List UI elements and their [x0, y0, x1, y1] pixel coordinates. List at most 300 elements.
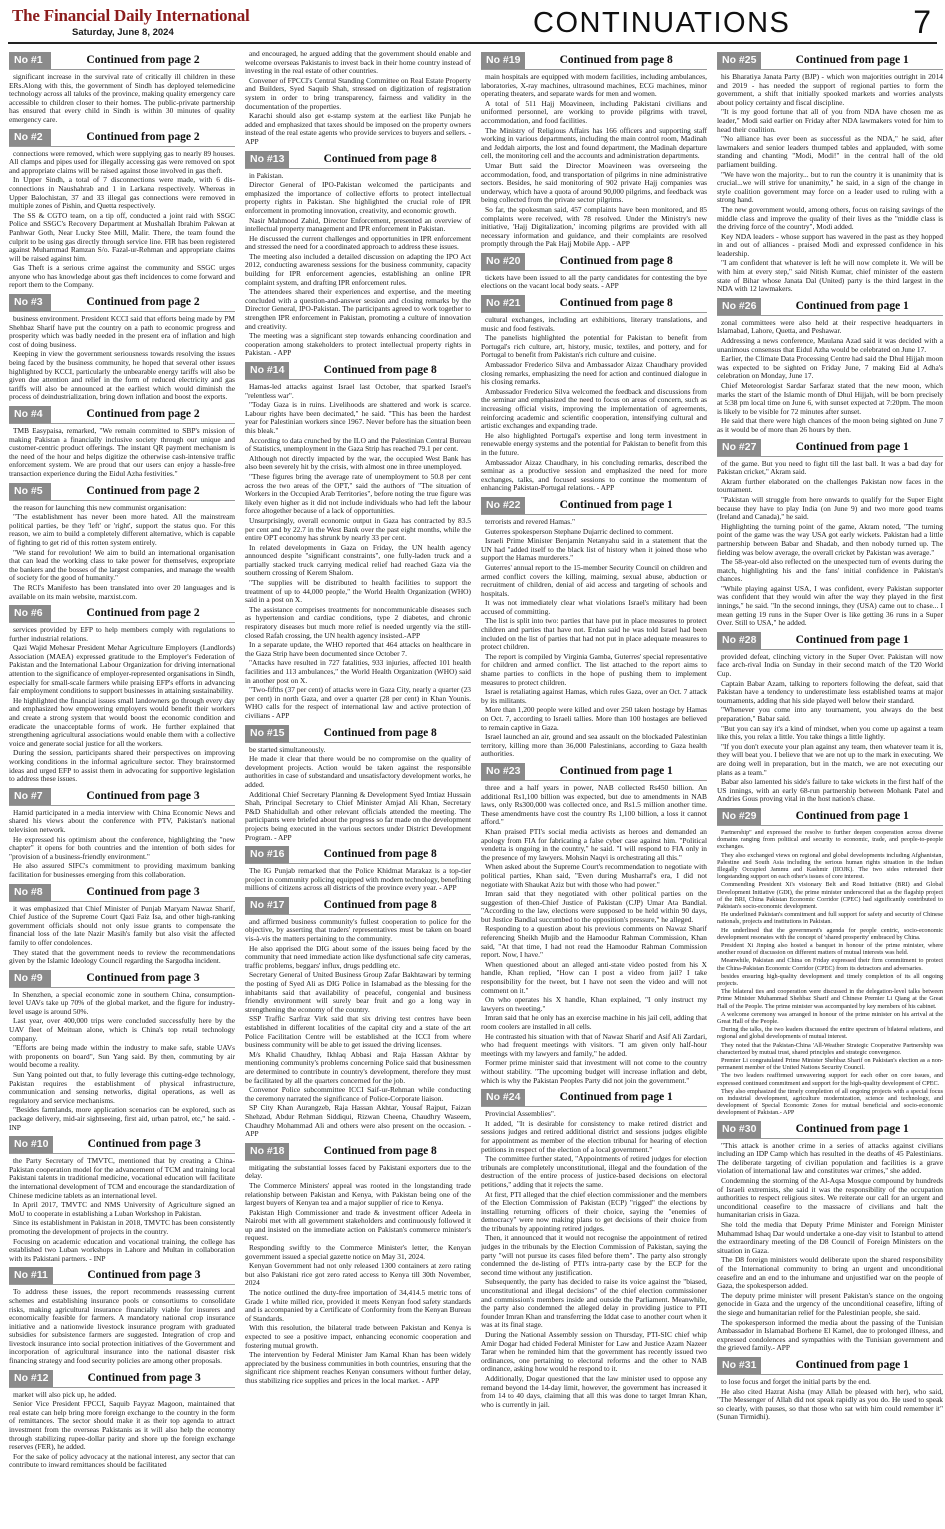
story-paragraph: During the National Assembly session on Thursday, PTI-SIC chief whip Amir Dogar had chided Federal Minister for Law and Justice Azam Nazeer Tarar when he reminded him that the government has recently issued two ordinances, one pertaining to electoral reforms and the other to NAB ordinance, asking how would he respond to it. [481, 1330, 707, 1374]
continued-from-label: Continued from page 2 [86, 296, 200, 309]
story-number-tag: No #26 [717, 298, 761, 315]
story-number-tag: No #16 [245, 846, 289, 863]
continuation-story [717, 808, 943, 1117]
story-body [717, 653, 943, 804]
story-body [9, 315, 235, 402]
story-paragraph: Key NDA leaders - whose support has wavered in the past as they hopped in and out of alliances - praised Modi and expressed confidence in his leadership. [717, 231, 943, 258]
story-number-tag: No #22 [481, 497, 525, 514]
continued-from-label: Continued from page 2 [86, 484, 200, 497]
story-paragraph: The attendees shared their experiences and expertise, and the meeting concluded with a question-and-answer session and closing remarks by the Director General, IPO-Pakistan. The participants agreed to work together to strengthen IPR enforcement in Pakistan, promoting a culture of innovation and creativity. [245, 287, 471, 331]
continuation-story [9, 605, 235, 784]
continued-from-label: Continued from page 8 [323, 364, 437, 376]
continued-from-label: Continued from page 8 [323, 152, 437, 165]
story-number-tag: No #15 [245, 725, 289, 742]
page-number: 7 [913, 4, 931, 40]
issue-date: Saturday, June 8, 2024 [72, 27, 174, 38]
story-body [9, 150, 235, 291]
story-paragraph: Responding swiftly to the Commerce Minister's letter, the Kenyan government issued a special gazette notice on May 31, 2024. [245, 1243, 471, 1261]
story-header [9, 52, 235, 70]
story-paragraph: Earlier, the Climate Data Processing Centre had said the Dhul Hijjah moon was expected to be sighted on Friday June, 7 making Eid al Adha's celebration on Monday, June 17. [717, 354, 943, 381]
story-body [9, 1391, 235, 1470]
story-header [717, 298, 943, 316]
continuation-story [9, 294, 235, 402]
story-paragraph: Nasir Mahmood Zahid, Director Enforcement, presented an overview of intellectual property management and IPR enforcement in Pakistan. [245, 215, 471, 234]
continued-from-label: Continued from page 8 [559, 254, 673, 267]
story-number-tag: No #7 [9, 788, 51, 805]
story-paragraph: He expressed his optimism about the conference, highlighting the "new chapter" it opens for both countries and the intention of both sides for "provision of a business-friendly environment." [9, 834, 235, 861]
story-paragraph: services provided by EFP to help members comply with regulations to further industrial relations. [9, 625, 235, 643]
story-paragraph: Partnership" and expressed the resolve to further deepen cooperation across diverse domains ranging from political and security to economic, trade, and people-to-people exchanges. [717, 828, 943, 851]
story-paragraph: Ambassador Frederico Silva and Ambassador Aizaz Chaudhary provided closing remarks, emphasizing the need for action and continued dialogue in his closing remarks. [481, 360, 707, 387]
continuation-story [9, 788, 235, 880]
story-paragraph: Umar Butt said the Director Moavineen was overseeing the accommodation, food, and transportation of pilgrims in nine administrative sectors. Besides, he said monitoring of 902 private Hajj companies was underway, which have a quota of around 90,000 pilgrims, and feedback was being collected from the private sector pilgrims. [481, 160, 707, 205]
story-paragraph: During the talks, the two leaders discussed the entire spectrum of bilateral relations, and regional and global developments of mutual interest. [717, 1026, 943, 1041]
story-paragraph: He discussed the current challenges and opportunities in IPR enforcement and stressed the need for a coordinated approach to address these issues. [245, 233, 471, 252]
story-paragraph: Secretary General of United Business Group Zafar Bakhtawari by terming the posting of Syed Ali as DIG Police in Islamabad as the blessing for the inhabitants said that availability of peaceful, congenial and business friendly environment will surely bear fruit and go a long way in strengthening the economy of the country. [245, 970, 471, 1014]
story-paragraph: "I am confident that whatever is left he will now complete it. We will be with him at every step," said Nitish Kumar, chief minister of the eastern state of Bihar whose Janata Dal (United) party is the third largest in the NDA with 12 lawmakers. [717, 258, 943, 294]
story-body [9, 626, 235, 784]
story-header [245, 725, 471, 743]
story-number-tag: No #9 [9, 970, 51, 987]
story-header [481, 253, 707, 271]
story-paragraph: Hamas-led attacks against Israel last October, that sparked Israel's "relentless war". [245, 382, 471, 400]
story-paragraph: Israel is retaliating against Hamas, which rules Gaza, over an Oct. 7 attack by its militants. [481, 687, 707, 705]
story-body [481, 1110, 707, 1409]
continuation-story [9, 52, 235, 125]
continued-from-label: Continued from page 8 [559, 54, 673, 66]
story-paragraph: Israel launched an air, ground and sea assault on the blockaded Palestinian territory, killing more than 36,000 Palestinians, according to Gaza health authorities. [481, 732, 707, 759]
story-paragraph: He also cited Hazrat Aisha (may Allah be pleased with her), who said, "The Messenger of Allah did not speak rapidly as you do. He used to speak so clearly, with pauses, so that those who sat with him could remember it" (Sunan Tirmidhi). [717, 1386, 943, 1422]
story-paragraph: Khan praised PTI's social media activists as heroes and demanded an apology from FIA for fabricating a false cyber case against him. "Political vendetta is ongoing in the country," he said. "I will respond to FIA only in the presence of my lawyers. Mohsin Naqvi is orchestrating all this." [481, 826, 707, 862]
story-paragraph: For the sake of policy advocacy at the national interest, any sector that can contribute to inward remittances should be facilitated [9, 1451, 235, 1470]
story-number-tag: No #28 [717, 632, 761, 649]
story-number-tag: No #1 [9, 52, 51, 69]
continuation-story [9, 483, 235, 602]
story-paragraph: Babar also lamented his side's failure to take wickets in the first half of the US innings, with an early 68-run partnership between Mohank Patel and Andries Gous proving vital in the host nation's chase. [717, 777, 943, 804]
continued-from-label: Continued from page 8 [323, 848, 437, 861]
story-paragraph: Qazi Wajid Mehesar President Mehar Agriculture Employers (Landlords) Association (MAEA) expressed gratitude to the Employer's Federation of Pakistan and the International Labour Organization for driving international attention to the significance of employer-represented organisations in Sindh, especially for small-scale farmers while praising EFP's efforts in advancing fair employment conditions to support businesses in attaining sustainability. [9, 643, 235, 696]
continued-from-label: Continued from page 3 [86, 971, 200, 984]
story-paragraph: Senior Vice President FPCCI, Saquib Fayyaz Magoon, maintained that real estate can help bring more foreign exchange to the country in the form of remittances. The sector should make it as their top agenda to attract investment from the overseas Pakistanis as it will also help the economy through stabilizing rupee-dollar parity and shore up the foreign exchange reserves (FER), he added. [9, 1399, 235, 1452]
story-number-tag: No #14 [245, 362, 289, 379]
story-header [9, 605, 235, 623]
story-paragraph: main hospitals are equipped with modern facilities, including ambulances, laboratories, X-ray machines, ultrasound machines, ECG machines, minor operating theaters, and separate wards for men and women. [481, 72, 707, 99]
story-header [717, 439, 943, 457]
story-paragraph: The SS & CGTO team, on a tip off, conducted a joint raid with SSGC Police and SSGC's Recovery Department at Mushallah Ibrahim Pakwan at Panhwar Goth, Near Lucky Stee Mill, Malir. There, the team found the culprit to be using gas directly through service line. FIR has been registered against Muhammad Ramzan S/o. Fazal-ur-Rehman and appropriate claims will be raised against him. [9, 210, 235, 263]
story-header [245, 897, 471, 915]
story-body [245, 746, 471, 843]
story-paragraph: three and a half years in power, NAB collected Rs450 billion. An additional Rs1,100 billion was expected, but due to amendments in NAB laws, only Rs300,000 was collected once, and Rs1.5 million another time. These amendments have cost the country Rs 1,100 billion, a loss it cannot afford." [481, 782, 707, 827]
story-body [717, 73, 943, 294]
story-paragraph: business environment. President KCCI said that efforts being made by PM Shehbaz Sharif have put the country on a path to economic progress and prosperity which was badly needed in the present era of inflation and high cost of doing business. [9, 314, 235, 349]
continued-from-label: Continued from page 3 [87, 1269, 201, 1282]
story-paragraph: tickets have been issued to all the party candidates for contesting the bye elections on the vacant local body seats. - APP [481, 272, 707, 291]
story-paragraph: Convener of FPCCI's Central Standing Committee on Real Estate Property and Builders, Syed Saquib Shah, stressed on digitization of registration system in order to bring transparency, fairness and validity in the documentation of the properties. [245, 75, 471, 111]
story-paragraph: provided defeat, clinching victory in the Super Over. Pakistan will now face arch-rival India on Sunday in their second match of the T20 World Cup. [717, 651, 943, 679]
story-body [717, 319, 943, 435]
continuation-story [717, 1357, 943, 1422]
story-header [481, 295, 707, 313]
story-paragraph: In April 2017, TMVTC and NMS University of Agriculture signed an MoU to cooperate in establishing a Luban Workshop in Pakistan. [9, 1200, 235, 1218]
story-paragraph: "We stand for revolution! We aim to build an international organisation that can lead the working class to take power for themselves, expropriate the bankers and the bosses of the largest companies, and manage the wealth of society for the good of humanity." [9, 547, 235, 583]
story-header [9, 970, 235, 988]
story-paragraph: The assistance comprises treatments for noncommunicable diseases such as hypertension and cardiac conditions, type 2 diabetes, and chronic respiratory diseases but much more relief is needed urgently via the still-closed Rafah crossing, the UN health agency insisted.-APP [245, 604, 471, 640]
story-paragraph: Since its establishment in Pakistan in 2018, TMVTC has been consistently promoting the development of projects in the country. [9, 1218, 235, 1236]
story-paragraph: "The establishment has never been more hated. All the mainstream political parties, be they 'left' or 'right', support the status quo. For this reason, we aim to build a completely different alternative, which is capable of fighting to get rid of this rotten system entirely. [9, 512, 235, 547]
story-paragraph: "No alliance has ever been as successful as the NDA," he said, after lawmakers and senior leaders thumped tables and applauded, with some standing and chanting "Modi, Modi!" in the central hall of the old parliament building. [717, 134, 943, 169]
continued-from-label: Continued from page 8 [323, 898, 437, 911]
column-4 [717, 50, 943, 1524]
story-number-tag: No #13 [245, 151, 289, 168]
story-paragraph: During the session, participants shared their perspectives on improving working conditions in the informal agriculture sector. They brainstormed ideas and urged EFP to assist them in advocating for supportive legislation to address these issues. [9, 748, 235, 784]
story-header [9, 1136, 235, 1154]
story-paragraph: Guterres' annual report to the 15-member Security Council on children and armed conflict covers the killing, maiming, sexual abuse, abduction or recruitment of children, denial of aid access and targeting of schools and hospitals. [481, 562, 707, 598]
story-paragraph: They also emphasized the timely completion of all ongoing projects with a special focus on industrial development, agriculture modernization, science and technology, and development of Special Economic Zones for mutual beneficial and socio-economic development of Pakistan.- APP [717, 1087, 943, 1117]
story-body [717, 1142, 943, 1353]
story-paragraph: Kenyan Government had not only released 1300 containers at zero rating but also Pakistani rice got zero rated access to Kenya till 30th November, 2024 [245, 1261, 471, 1288]
story-paragraph: The IG Punjab remarked that the Police Khidmat Marakaz is a top-tier project in community policing equipped with modern technology, benefiting millions of citizens across all districts of the province every year. - APP [245, 866, 471, 893]
story-number-tag: No #24 [481, 1089, 525, 1106]
story-paragraph: So far, the spokesman said, 457 complaints have been monitored, and 85 complaints were received, with 78 resolved. Under the Ministry's new initiative, 'Hajj Digitalization,' incoming pilgrims are provided with all necessary information and guidance, and their complaints are resolved promptly through the Pak Hajj Mobile App. - APP [481, 204, 707, 249]
continuation-story [717, 52, 943, 294]
story-paragraph: The 58-year-old also reflected on the unexpected turn of events during the match, highlighting his and the fans' initial confidence in Pakistan's chances. [717, 557, 943, 584]
story-header [717, 1357, 943, 1375]
story-paragraph: The panelists highlighted the potential for Pakistan to benefit from Portugal's rich culture, art, history, music, textiles, and pottery, and for Portugal to benefit from Pakistan's rich culture and cuisine. [481, 333, 707, 360]
story-paragraph: It was not immediately clear what violations Israel's military had been accused of committing. [481, 598, 707, 616]
story-paragraph: cultural exchanges, including art exhibitions, literary translations, and music and food festivals. [481, 315, 707, 333]
continued-from-label: Continued from page 2 [86, 607, 200, 620]
story-paragraph: terrorists and revered Hamas." [485, 516, 576, 526]
story-number-tag: No #23 [481, 763, 525, 780]
column-3 [481, 50, 707, 1524]
story-paragraph: of the game. But you need to fight till the last ball. It was a bad day for Pakistan cricket," Akram said. [717, 458, 943, 477]
story-paragraph: zonal committees were also held at their respective headquarters in Islamabad, Lahore, Quetta, and Peshawar. [717, 317, 943, 336]
story-number-tag: No #11 [9, 1267, 53, 1284]
story-paragraph: Additionally, Dogar questioned that the law minister used to oppose any remand beyond the 14-day limit, however, the government has increased it from 14 to 40 days, claiming that all this was done to target Imran Khan, who is currently in jail. [481, 1373, 707, 1409]
story-body [9, 73, 235, 125]
continued-from-label: Continued from page 3 [86, 789, 200, 802]
story-paragraph: They stated that the government needs to review the recommendations given by the Islamic Ideology Council regarding the Sargodha incident. [9, 947, 235, 966]
continued-from-label: Continued from page 1 [795, 54, 909, 66]
column-2 [245, 50, 471, 1524]
story-body [9, 1157, 235, 1263]
continuation-story [9, 1136, 235, 1263]
story-number-tag: No #5 [9, 483, 51, 500]
story-paragraph: "Pakistan will struggle from here onwards to qualify for the Super Eight because they have to play India (on June 9) and two more good teams (Ireland and Canada)," he said. [717, 494, 943, 522]
story-paragraph: "Whenever you come into any tournament, you always do the best preparation," Babar said. [717, 705, 943, 723]
continued-from-label: Continued from page 2 [86, 54, 200, 66]
story-body [245, 383, 471, 721]
story-number-tag: No #17 [245, 897, 289, 914]
story-paragraph: To address these issues, the report recommends reassessing current schemes and establishing insurance pools or consortiums to consolidate risks, making agricultural insurance financially viable for insurers and economically feasible for farmers. A mandatory national crop insurance initiative and a nationwide livestock insurance program with graduated subsidies for subsistence farmers are suggested. Integration of crop and livestock insurance into social protection initiatives of the Government and incorporation of agricultural insurance into the national disaster risk financing strategy and food security policies are among other proposals. [9, 1287, 235, 1366]
continuation-story [245, 362, 471, 721]
continued-from-label: Continued from page 1 [559, 1091, 673, 1104]
continued-from-label: Continued from page 3 [86, 885, 200, 898]
continuation-story [9, 970, 235, 1133]
story-paragraph: "These figures bring the average rate of unemployment to 50.8 per cent across the two areas of the OPT," said the authors of "The situation of Workers in the Occupied Arab Territories", before noting the true figure was likely even higher as it did not include individuals who had left the labour force altogether because of a lack of opportunities. [245, 471, 471, 516]
story-header [245, 151, 471, 169]
continued-from-label: Continued from page 8 [559, 297, 673, 310]
story-body [245, 918, 471, 1139]
story-body [9, 905, 235, 966]
continuation-story [9, 1267, 235, 1365]
story-paragraph: and affirmed business community's fullest cooperation to police for the objective, by asserting that traders' representatives must be taken on board vis-à-vis the matters pertaining to the community. [245, 916, 471, 944]
story-paragraph: be started simultaneously. [249, 744, 326, 754]
story-paragraph: Then, it announced that it would not recognise the appointment of retired judges in the tribunals by the Election Commission of Pakistan, saying the party "will not pursue its cases filed before them". The party also strongly condemned the de-listing of PTI's intra-party case by the ECP for the second time without any justification. [481, 1233, 707, 1277]
continuation-story [245, 846, 471, 893]
story-paragraph: The meeting also included a detailed discussion on adapting the IPO Act 2012, conducting awareness sessions for the business community, capacity building for IPR enforcement agencies, establishing an online IPR complaint system, and drafting IPR enforcement rules. [245, 251, 471, 287]
story-body [245, 867, 471, 893]
story-paragraph: Although not directly impacted by the war, the occupied West Bank has also been severely hit by the crisis, with almost one in three unemployed. [245, 453, 471, 472]
story-body [9, 991, 235, 1133]
story-paragraph: The new government would, among others, focus on raising savings of the middle class and improve the quality of their lives as the "middle class is the driving force of the country", Modi added. [717, 204, 943, 232]
continued-from-label: Continued from page 1 [795, 809, 909, 822]
story-paragraph: The deputy prime minister will present Pakistan's stance on the ongoing genocide in Gaza and the urgency of the unconditional ceasefire, lifting of the siege and humanitarian relief for the Palestinian people, she said. [717, 1290, 943, 1317]
story-paragraph: The two leaders reaffirmed unwavering support for each other on core issues, and expressed continued commitment and support for the high-quality development of CPEC. [717, 1072, 943, 1087]
story-paragraph: The meeting was a significant step towards enhancing coordination and cooperation among stakeholders to protect intellectual property rights in Pakistan. - APP [245, 331, 471, 358]
continued-from-label: Continued from page 8 [323, 1144, 437, 1157]
story-paragraph: Sun Yang pointed out that, to fully leverage this cutting-edge technology, Pakistan requires the establishment of physical infrastructure, communication and sensing networks, digital operations, as well as regulatory and service mechanisms. [9, 1070, 235, 1105]
story-paragraph: the reason for launching this new communist organisation: [13, 502, 187, 512]
continuation-story [245, 151, 471, 358]
continuation-story [9, 1370, 235, 1470]
story-paragraph: The spokesperson informed the media about the passing of the Tunisian Ambassador in Islamabad Borhene El Kamel, due to prolonged illness, and expressed condolences and sympathies with the Tunisian government and the grieved family.- APP [717, 1317, 943, 1353]
story-header [9, 1370, 235, 1388]
story-paragraph: "It is my good fortune that all of you from NDA have chosen me as leader," Modi said earlier on Friday after NDA lawmakers voted for him to head their coalition. [717, 107, 943, 134]
story-header [9, 788, 235, 806]
story-paragraph: The intervention by Federal Minister Jam Kamal Khan has been widely appreciated by the business communities in both countries, ensuring that the significant rice shipment reaches Kenyan consumers without further delay, thus stabilizing rice supplies and prices in the local market. - APP [245, 1350, 471, 1385]
story-paragraph: his Bharatiya Janata Party (BJP) - which won majorities outright in 2014 and 2019 - has needed the support of regional parties to form the government, a shift that initially spooked markets and worries analysts about policy certainty and fiscal discipline. [717, 72, 943, 107]
story-paragraph: Imran said that he only has an exercise machine in his jail cell, adding that room coolers are installed in all cells. [481, 1013, 707, 1031]
story-number-tag: No #18 [245, 1143, 289, 1160]
story-paragraph: Karachi should also get e-stamp system at the earliest like Punjab he added and emphasized that taxes should be imposed on the property owners instead of the real estate agents who provide services to buyers and sellers. - APP [245, 111, 471, 146]
story-paragraph: More than 1,200 people were killed and over 250 taken hostage by Hamas on Oct. 7, according to Israeli tallies. More than 100 hostages are believed to remain captive in Gaza. [481, 705, 707, 732]
story-paragraph: Provincial Assemblies". [485, 1109, 556, 1119]
story-paragraph: Israeli Prime Minister Benjamin Netanyahu said in a statement that the UN had "added itself to the black list of history when it joined those who support the Hamas murderers." [481, 536, 707, 563]
continuation-story [717, 439, 943, 628]
story-paragraph: Additional Chief Secretary Planning & Development Syed Imtiaz Hussain Shah, Principal Secretary to Chief Minister Amjad Ali Khan, Secretary P&D Shahidullah and other relevant officials attended the meeting. The participants were briefed about the progress so far made on the development projects being executed in the various sectors under District Development Program. - APP [245, 789, 471, 842]
story-paragraph: Ambassador Aizaz Chaudhary, in his concluding remarks, described the seminar as a productive session and emphasized the need for more exchanges, talks, and focused sessions to continue the momentum of enhancing Pakistan-Portugal relations. - APP [481, 457, 707, 493]
story-body [9, 427, 235, 479]
story-paragraph: They also exchanged views on regional and global developments including Afghanistan, Palestine and South Asia including the serious human rights situation in the Indian Illegally Occupied Jammu and Kashmir (IIOJK). The two sides reiterated their longstanding support on each other's issues of core interest. [717, 851, 943, 881]
story-paragraph: He contrasted his situation with that of Nawaz Sharif and Asif Ali Zardari, who had frequent meetings with visitors. "I am given only half-hour meetings with my lawyers and family," he added. [481, 1031, 707, 1058]
story-header [481, 52, 707, 70]
story-number-tag: No #12 [9, 1370, 53, 1387]
story-header [9, 294, 235, 312]
continued-from-label: Continued from page 1 [795, 299, 909, 312]
story-paragraph: The report is compiled by Virginia Gamba, Guterres' special representative for children and armed conflict. The list attached to the report aims to shame parties to conflicts in the hope of pushing them to implement measures to protect children. [481, 651, 707, 687]
story-paragraph: Condemning the storming of the Al-Aqsa Mosque compound by hundreds of Israeli extremists, she said it was the responsibility of the occupation authorities to respect religious sites. We reiterate our call for an urgent and unconditional ceasefire to the massacre of civilians and halt the humanitarian crisis in Gaza. [717, 1176, 943, 1220]
story-number-tag: No #30 [717, 1121, 761, 1138]
story-paragraph: in Pakistan. [249, 170, 284, 180]
continued-from-label: Continued from page 1 [559, 498, 673, 511]
masthead [8, 4, 937, 44]
story-body [481, 784, 707, 1085]
story-paragraph: It added, "It is desirable for consistency to make retired district and sessions judges and retired additional district and sessions judges eligible for appointment as member of the election tribunal for hearing of election petitions in respect of the election of a local government." [481, 1118, 707, 1154]
story-number-tag: No #25 [717, 52, 761, 69]
continued-from-label: Continued from page 1 [795, 633, 909, 646]
continuation-story [717, 1121, 943, 1353]
story-paragraph: When asked about the Supreme Court's recommendation to negotiate with political parties, Khan said, "Even during Musharraf's era, I did not negotiate with Shaukat Aziz but with those who had power." [481, 862, 707, 889]
story-number-tag: No #4 [9, 406, 51, 423]
story-paragraph: "Attacks have resulted in 727 fatalities, 933 injuries, affected 101 health facilities and 113 ambulances," the World Health Organization (WHO) said in another post on X. [245, 658, 471, 685]
story-paragraph: The committee further stated, "Appointments of retired judges for election tribunals are completely unconstitutional, illegal and the foundation of the destruction of the entire process of justice-based decisions on electoral petitions," adding that it rejects the same. [481, 1154, 707, 1189]
story-header [481, 497, 707, 515]
continuation-story [481, 1089, 707, 1409]
story-paragraph: Director General of IPO-Pakistan welcomed the participants and emphasized the importance of collective efforts to protect intellectual property rights in Pakistan. She highlighted the crucial role of IPR enforcement in promoting innovation, creativity, and economic growth. [245, 180, 471, 215]
continuation-story [481, 52, 707, 249]
story-paragraph: significant increase in the survival rate of critically ill children in these ERs.Along with this, the government of Sindh has deployed telemedicine technology across all taluks of the province, making quality emergency care accessible to children closer to their homes. The public-private partnership has ensured that every child in Sindh is within 30 minutes of quality emergency care. [9, 72, 235, 124]
story-paragraph: In related developments in Gaza on Friday, the UN health agency announced despite "significant constraints", one fully-laden truck and a partially stacked truck carrying medical relief had reached Gaza via the southern crossing of Kerem Shalom. [245, 542, 471, 578]
story-paragraph: Captain Babar Azam, talking to reporters following the defeat, said that Pakistan have a tendency to underestimate less established teams at major tournaments, adding that his side played well below their standard. [717, 678, 943, 705]
story-paragraph: He underlined Pakistan's commitment and full support for safety and security of Chinese nationals, projects and institutions in Pakistan. [717, 911, 943, 926]
story-paragraph: On who operates his X handle, Khan explained, "I only instruct my lawyers on tweeting." [481, 995, 707, 1013]
continued-from-label: Continued from page 1 [795, 1122, 909, 1135]
story-paragraph: Chief Meteorologist Sardar Sarfaraz stated that the new moon, which marks the start of the Islamic month of Dhul Hijjah, will be born precisely at 5:38 pm local time on June 6, with sunset expected at 7:20pm. The moon is likely to be visible for 72 minutes after sunset. [717, 381, 943, 416]
story-paragraph: "But you can say it's a kind of mindset, when you come up against a team like this, you relax a little. You take things a little lightly. [717, 723, 943, 742]
continuation-story [245, 1143, 471, 1386]
story-paragraph: Commending President Xi's visionary Belt and Road Initiative (BRI) and Global Development Initiative (GDI), the prime minister underscored that as the flagship project of the BRI, China Pakistan Economic Corridor (CPEC) had significantly contributed to Pakistan's socio-economic development. [717, 881, 943, 910]
story-header [717, 1121, 943, 1139]
continuation-story [9, 406, 235, 479]
story-header [481, 763, 707, 781]
story-paragraph: it was emphasized that Chief Minister of Punjab Maryam Nawaz Sharif, Chief Justice of the Supreme Court Qazi Faiz Isa, and other high-ranking government officials should not only issue grants to compensate the financial loss of the late Nazir Masih's family but also visit the affected family to offer condolences. [9, 903, 235, 947]
story-paragraph: Meanwhile, Pakistan and China on Friday expressed their firm commitment to protect the China-Pakistan Economic Corridor (CPEC) from its detractors and adversaries. [717, 957, 943, 972]
continued-from-label: Continued from page 2 [86, 130, 200, 143]
story-paragraph: "Two-fifths (37 per cent) of attacks were in Gaza City, nearly a quarter (23 per cent) in north Gaza, and over a quarter (28 per cent) in Khan Younis. WHO calls for the respect of international law and active protection of civilians - APP [245, 685, 471, 720]
story-paragraph: She told the media that Deputy Prime Minister and Foreign Minister Muhammad Ishaq Dar would undertake a one-day visit to Istanbul to attend the extraordinary meeting of the D8 Council of Foreign Ministers on the situation in Gaza. [717, 1220, 943, 1255]
story-number-tag: No #10 [9, 1136, 53, 1153]
continuation-story [481, 253, 707, 291]
section-title: CONTINUATIONS [533, 7, 791, 39]
story-paragraph: SP City Khan Aurangzeb, Raja Hassan Akhtar, Yousaf Rajput, Faizan Shehzad, Abdur Rehman Siddiqui, Rizwan Cheena, Chaudhry Waseem, Chaudhry Mohammad Ali and others were also present on the occasion. - APP [245, 1103, 471, 1139]
story-body [481, 316, 707, 493]
continued-from-label: Continued from page 2 [86, 408, 200, 420]
story-number-tag: No #21 [481, 295, 525, 312]
story-paragraph: In Shenzhen, a special economic zone in southern China, consumption-level UAVs take up 70% of the global market, and the figure for industry-level usage is around 50%. [9, 989, 235, 1016]
continued-from-label: Continued from page 3 [87, 1138, 201, 1151]
continuation-story [245, 897, 471, 1139]
story-paragraph: The list is split into two: parties that have put in place measures to protect children and parties that have not. Erdan said he was told Israel had been included on the list of parties that had not put in place adequate measures to protect children. [481, 616, 707, 652]
continuation-story [9, 129, 235, 291]
story-paragraph: Highlighting the turning point of the game, Akram noted, "The turning point of the game was the way USA got early wickets. Pakistan had a little partnership between Babar and Shadab, and then nobody turned up. The fielding was below average, the overall cricket by Pakistan was average." [717, 521, 943, 557]
story-paragraph: market will also pick up, he added. [13, 1389, 117, 1399]
story-body [717, 829, 943, 1117]
story-paragraph: "Besides farmlands, more application scenarios can be explored, such as package delivery, mid-air sightseeing, first aid, urban patrol, etc," he said. - INP [9, 1105, 235, 1132]
story-paragraph: He also apprised the DIG about some of the issues being faced by the community that need immediate action like dysfunctional safe city cameras, traffic problems, beggars' influx, drugs peddling etc. [245, 943, 471, 970]
story-number-tag: No #29 [717, 808, 761, 825]
continuation-story [481, 497, 707, 759]
column-1 [9, 50, 235, 1524]
story-header [9, 406, 235, 424]
story-paragraph: The RCI's Manifesto has been translated into over 20 languages and is available on its main website, marxist.com. [9, 582, 235, 601]
story-number-tag: No #2 [9, 129, 51, 146]
story-paragraph: besides ensuring high-quality development and timely completion of its all ongoing projects. [717, 972, 943, 987]
continuation-story [717, 632, 943, 804]
continuation-story [245, 725, 471, 843]
story-paragraph: The Ministry of Religious Affairs has 166 officers and supporting staff working in various departments, including the main control room, Madinah and Jeddah airports, the lost and found department, the Madinah departure cell, the monitoring cell and the accounts and administration departments. [481, 125, 707, 161]
story-number-tag: No #3 [9, 294, 51, 311]
story-paragraph: A welcome ceremony was arranged in honour of the prime minister on his arrival at the Great Hall of the People. [717, 1010, 943, 1026]
story-paragraph: Convenor Police subcommittee ICCI Saif-ur-Rehman while conducting the ceremony narrated the significance of Police-Corporate liaison. [245, 1085, 471, 1103]
continuation-story [245, 50, 471, 147]
continued-from-label: Continued from page 1 [795, 1358, 909, 1371]
story-body [481, 518, 707, 759]
story-paragraph: Akram further elaborated on the challenges Pakistan now faces in the tournament. [717, 476, 943, 495]
story-body [481, 274, 707, 291]
story-number-tag: No #19 [481, 52, 525, 69]
story-paragraph: The notice outlined the duty-free importation of 34,414.5 metric tons of Grade 1 white milled rice, provided it meets Kenyan food safety standards and is accompanied by a Certificate of Conformity from the Kenyan Bureau of Standards. [245, 1288, 471, 1323]
story-header [717, 808, 943, 826]
story-paragraph: "While playing against USA, I was confident, every Pakistan supporter was confident that they would win after the way they played in the first innings," he said. "In the second innings, they (USA) came out to chase... I mean getting 19 runs in the Super Over is like getting 36 runs in a Super Over. Still to USA," he added. [717, 583, 943, 628]
story-paragraph: Premier Li congratulated Prime Minister Shehbaz Sharif on Pakistan's election as a non-permanent member of the United Nations Security Council. [717, 1057, 943, 1072]
story-header [245, 846, 471, 864]
story-paragraph: SSP Traffic Sarfraz Virk said that six driving test centres have been established in different localities of the capital city and a state of the art Police Facilitation Centre will be established at the ICCI from where business community will be able to get issued the driving licenses. [245, 1014, 471, 1050]
continued-from-label: Continued from page 1 [795, 440, 909, 453]
story-paragraph: He said that there were high chances of the moon being sighted on June 7 as it would be of more than 26 hours by then. [717, 416, 943, 434]
story-paragraph: Subsequently, the party has decided to raise its voice against the "biased, unconstitutional and illegal decisions" of the chief election commissioner and commission's members inside and outside the Parliament. Meanwhile, the party also condemned the alleged delay in providing justice to PTI founder Imran Khan and transferring the Iddat case to another court when it was at its final stage. [481, 1277, 707, 1330]
story-paragraph: He made it clear that there would be no compromise on the quality of development projects. Action would be taken against the responsible authorities in case of substandard and unsatisfactory development works, he added. [245, 754, 471, 789]
story-paragraph: They noted that the Pakistan-China 'All-Weather Strategic Cooperative Partnership was characterized by mutual trust, shared principles and strategic convergence. [717, 1041, 943, 1056]
story-body [9, 809, 235, 880]
continued-from-label: Continued from page 1 [559, 764, 673, 777]
story-paragraph: Addressing a news conference, Maulana Azad said it was decided with a unanimous consensus that Eidul Azha would be celebrated on June 17. [717, 336, 943, 354]
story-paragraph: When questioned about an alleged anti-state video posted from his X handle, Khan replied, "How can I post a video from jail? I take responsibility for the tweet, but I have not seen the video and will not comment on it." [481, 959, 707, 995]
story-paragraph: mitigating the substantial losses faced by Pakistani exporters due to the delay. [245, 1162, 471, 1181]
story-header [481, 1089, 707, 1107]
story-paragraph: M/s Khalid Chaudhry, Ikhlaq Abbasi and Raja Hassan Akhtar by mentioning community's problems concerning Police said that businessmen are determined to contribute in country's development, therefore they must be facilitated by all the quarters concerned for the job. [245, 1049, 471, 1085]
story-paragraph: The D8 foreign ministers would deliberate upon the shared responsibility of the International community to bring an urgent and unconditional ceasefire and an end to the inhumane and unjustified war on the people of Gaza, the spokesperson added. [717, 1255, 943, 1291]
story-paragraph: According to data crunched by the ILO and the Palestinian Central Bureau of Statistics, unemployment in the Gaza Strip has reached 79.1 per cent. [245, 435, 471, 454]
story-paragraph: Last year, over 400,000 trips were concluded successfully here by the UAV fleet of Meituan alone, which is China's top retail technology company. [9, 1016, 235, 1043]
story-paragraph: the Party Secretary of TMVTC, mentioned that by creating a China-Pakistan cooperation model for the advancement of TCM and training local Pakistani talents in traditional medicine, vocational education will facilitate the international development of TCM and encourage the standardization of Chinese medicine tablets as an international level. [9, 1156, 235, 1200]
story-paragraph: In Upper Sindh, a total of 7 disconnections were made, with 6 dis-connections in Naushahrab and 1 in Larkana respectively. Whereas in Upper Balochistan, 37 and 33 illegal gas connections were removed in multiple zones of Pishin, and Quetta respectively. [9, 175, 235, 211]
story-paragraph: He underlined that the government's agenda for people centric, socio-economic development resonates with the concept of 'shared prosperity' embraced by China. [717, 926, 943, 941]
story-paragraph: President Xi Jinping also hosted a banquet in honour of the prime minister, where another round of discussion on different matters of mutual interests was held. [717, 941, 943, 957]
story-paragraph: With this resolution, the bilateral trade between Pakistan and Kenya is expected to see a positive impact, enhancing economic cooperation and fostering mutual growth. [245, 1323, 471, 1350]
story-paragraph: Responding to a question about his previous comments on Nawaz Sharif referencing Sheikh Mujib and the Hamoodur Rahman Commission, Khan said, "At that time, I had not read the Hamoodur Rahman Commission report. Now, I have." [481, 924, 707, 960]
story-paragraph: He also highlighted Portugal's expertise and long term investment in renewable energy systems and the potential for Pakistan to benefit from this in the future. [481, 430, 707, 457]
story-paragraph: The Commerce Ministers' appeal was rooted in the longstanding trade relationship between Pakistan and Kenya, with Pakistan being one of the largest buyers of Kenyan tea and a major supplier of rice to Kenya. [245, 1180, 471, 1208]
continuation-story [481, 295, 707, 493]
story-paragraph: Former prime minister said that investment will not come to the country without stability. "The upcoming budget will increase inflation and debt, which is why the Pakistan Peoples Party did not join the government." [481, 1058, 707, 1085]
story-paragraph: He highlighted the financial issues small landowners go through every day and emphasized how empowering employers would benefit their workers and create a strong system that would boost the economic condition and eradicate the unacceptable forms of work. He further explained that strengthening agricultural associations would enable them with a collective voice and generate social justice for all the workers. [9, 695, 235, 748]
story-body [9, 1288, 235, 1365]
story-number-tag: No #8 [9, 884, 51, 901]
continued-from-label: Continued from page 3 [87, 1371, 201, 1384]
story-header [717, 52, 943, 70]
continued-from-label: Continued from page 8 [323, 726, 437, 739]
story-paragraph: Pakistan High Commissioner and trade & investment officer Adeela in Nairobi met with all government stakeholders and continuously followed it up and insisted on the immediate action on Pakistan's commerce minister's request. [245, 1207, 471, 1243]
story-paragraph: "The supplies will be distributed to health facilities to support the treatment of up to 44,000 people," the World Health Organization (WHO) said in a post on X. [245, 578, 471, 605]
story-paragraph: Keeping in view the government seriousness towards resolving the issues being faced by the business community, he hoped that several other issues highlighted by KCCI, particularly the unbearable energy tariffs will also be given due attention and relief in the form of reduced electricity and gas tariffs will also be announced at the earliest which would diminish the process of deindustrialization, bring down inflation and boost the exports. [9, 349, 235, 402]
story-header [9, 884, 235, 902]
story-body [245, 172, 471, 358]
story-paragraph: Unsurprisingly, overall economic output in Gaza has contracted by 83.5 per cent and by 22.7 in the West Bank over the past eight months, while the entire OPT economy has shrunk by nearly 33 per cent. [245, 515, 471, 543]
story-paragraph: In a separate update, the WHO reported that 464 attacks on healthcare in the Gaza Strip have been documented since October 7. [245, 640, 471, 658]
story-paragraph: Guterres spokesperson Stephane Dujarric declined to comment. [485, 526, 674, 536]
story-body [9, 504, 235, 602]
story-body [245, 50, 471, 147]
story-header [9, 129, 235, 147]
story-body [717, 460, 943, 628]
continuation-story [481, 763, 707, 1085]
story-paragraph: Gas Theft is a serious crime against the community and SSGC urges anyone who has knowledge about gas theft incidences to come forward and report them to the Company. [9, 263, 235, 290]
story-paragraph: "This attack is another crime in a series of attacks against civilians including an IDP Camp which has resulted in the deaths of 45 Palestinians. The deliberate targeting of civilian population and facilities is a grave violation of international law and constitutes war crimes," she added. [717, 1140, 943, 1176]
story-paragraph: "We have won the majority... but to run the country it is unanimity that is crucial...we will strive for unanimity," he said, in a sign of the change in style coalition government may force on a leader used to ruling with a strong hand. [717, 169, 943, 205]
story-header [245, 1143, 471, 1161]
story-paragraph: TMB Easypaisa, remarked, "We remain committed to SBP's mission of making Pakistan a financially inclusive society through our unique and customer-centric product offerings. The instant QR payment mechanism is the need of the hour and helps digitize the otherwise cash-intensive traffic enforcement system. We are proud that our users can enjoy a hassle-free transaction experience during the Eidul Azha festivities." [9, 426, 235, 478]
